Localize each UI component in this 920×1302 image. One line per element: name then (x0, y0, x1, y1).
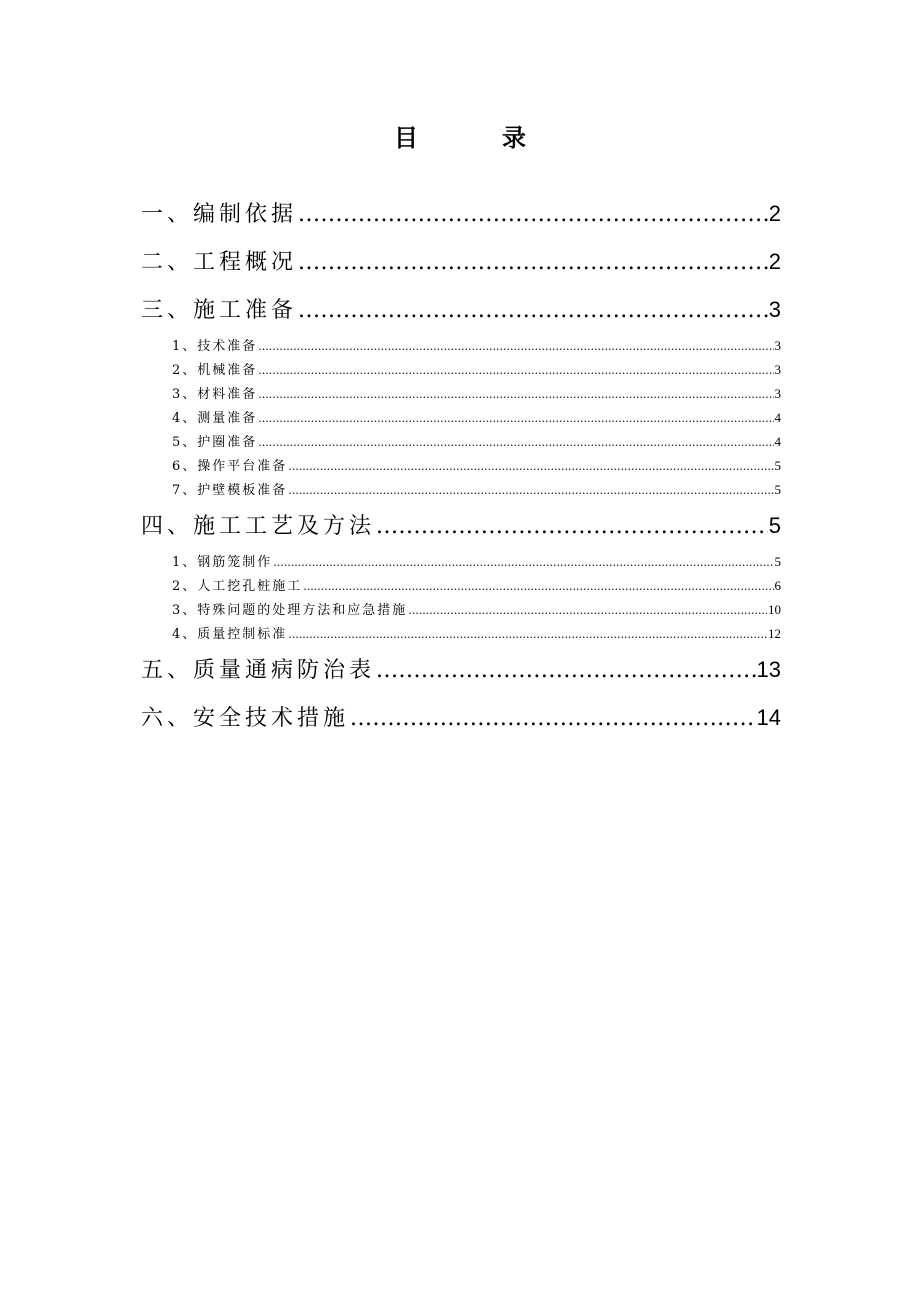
dot-leader (303, 575, 773, 599)
toc-subentry-page: 5 (774, 482, 781, 497)
dot-leader (298, 239, 768, 287)
toc-subentry-label: 4、质量控制标准 (172, 627, 288, 642)
toc-subentry-label: 2、人工挖孔桩施工 (172, 579, 303, 594)
toc-subentry[interactable] (141, 598, 781, 622)
dot-leader (258, 407, 773, 431)
dot-leader (273, 551, 773, 575)
toc-subentry-page: 5 (774, 458, 781, 473)
toc-subentry-label: 6、操作平台准备 (172, 459, 288, 474)
toc-entry-label: 五、质量通病防治表 (141, 658, 376, 683)
dot-leader (408, 599, 767, 623)
toc-entry-page: 3 (768, 297, 781, 322)
toc-entry[interactable] (141, 502, 781, 550)
dot-leader (376, 503, 768, 551)
dot-leader (258, 431, 773, 455)
toc-entry-label: 六、安全技术措施 (141, 706, 350, 731)
dot-leader (376, 647, 756, 695)
toc-subentry-label: 3、特殊问题的处理方法和应急措施 (172, 603, 408, 618)
toc-subentry[interactable] (141, 574, 781, 598)
dot-leader (298, 191, 768, 239)
dot-leader (288, 455, 773, 479)
toc-subentry[interactable] (141, 478, 781, 502)
toc-subentry[interactable] (141, 430, 781, 454)
toc-subentry-label: 2、机械准备 (172, 363, 258, 378)
toc-subentry[interactable] (141, 454, 781, 478)
toc-subentry[interactable] (141, 550, 781, 574)
toc-entry-label: 四、施工工艺及方法 (141, 514, 376, 539)
toc-entry-label: 二、工程概况 (141, 250, 298, 275)
toc-list (141, 190, 781, 742)
toc-subentry[interactable] (141, 406, 781, 430)
toc-subentry-page: 3 (774, 386, 781, 401)
toc-subentry-label: 4、测量准备 (172, 411, 258, 426)
toc-entry[interactable] (141, 694, 781, 742)
toc-subentry-page: 4 (774, 410, 781, 425)
toc-entry-page: 14 (756, 705, 781, 730)
dot-leader (298, 287, 768, 335)
toc-entry[interactable] (141, 286, 781, 334)
toc-title: 目 录 (394, 124, 556, 152)
toc-subentry-label: 3、材料准备 (172, 387, 258, 402)
toc-subentry-page: 4 (774, 434, 781, 449)
toc-subentry-label: 1、钢筋笼制作 (172, 555, 273, 570)
toc-entry-page: 2 (768, 201, 781, 226)
dot-leader (258, 383, 773, 407)
toc-entry-page: 2 (768, 249, 781, 274)
toc-subentry-label: 5、护圈准备 (172, 435, 258, 450)
toc-subentry-page: 12 (768, 626, 781, 641)
dot-leader (258, 335, 773, 359)
dot-leader (288, 623, 767, 647)
dot-leader (350, 695, 756, 743)
toc-subentry-page: 5 (774, 554, 781, 569)
toc-subentry-label: 1、技术准备 (172, 339, 258, 354)
dot-leader (258, 359, 773, 383)
toc-subentry[interactable] (141, 334, 781, 358)
toc-entry[interactable] (141, 646, 781, 694)
toc-subentry-page: 10 (768, 602, 781, 617)
toc-subentry-page: 3 (774, 338, 781, 353)
toc-entry[interactable] (141, 238, 781, 286)
toc-subentry-label: 7、护壁模板准备 (172, 483, 288, 498)
toc-subentry-page: 3 (774, 362, 781, 377)
toc-subentry[interactable] (141, 622, 781, 646)
dot-leader (288, 479, 773, 503)
toc-entry-label: 三、施工准备 (141, 298, 298, 323)
toc-subentry-page: 6 (774, 578, 781, 593)
toc-subentry[interactable] (141, 382, 781, 406)
toc-entry-label: 一、编制依据 (141, 202, 298, 227)
toc-entry-page: 5 (768, 513, 781, 538)
toc-entry[interactable] (141, 190, 781, 238)
toc-entry-page: 13 (756, 657, 781, 682)
toc-subentry[interactable] (141, 358, 781, 382)
